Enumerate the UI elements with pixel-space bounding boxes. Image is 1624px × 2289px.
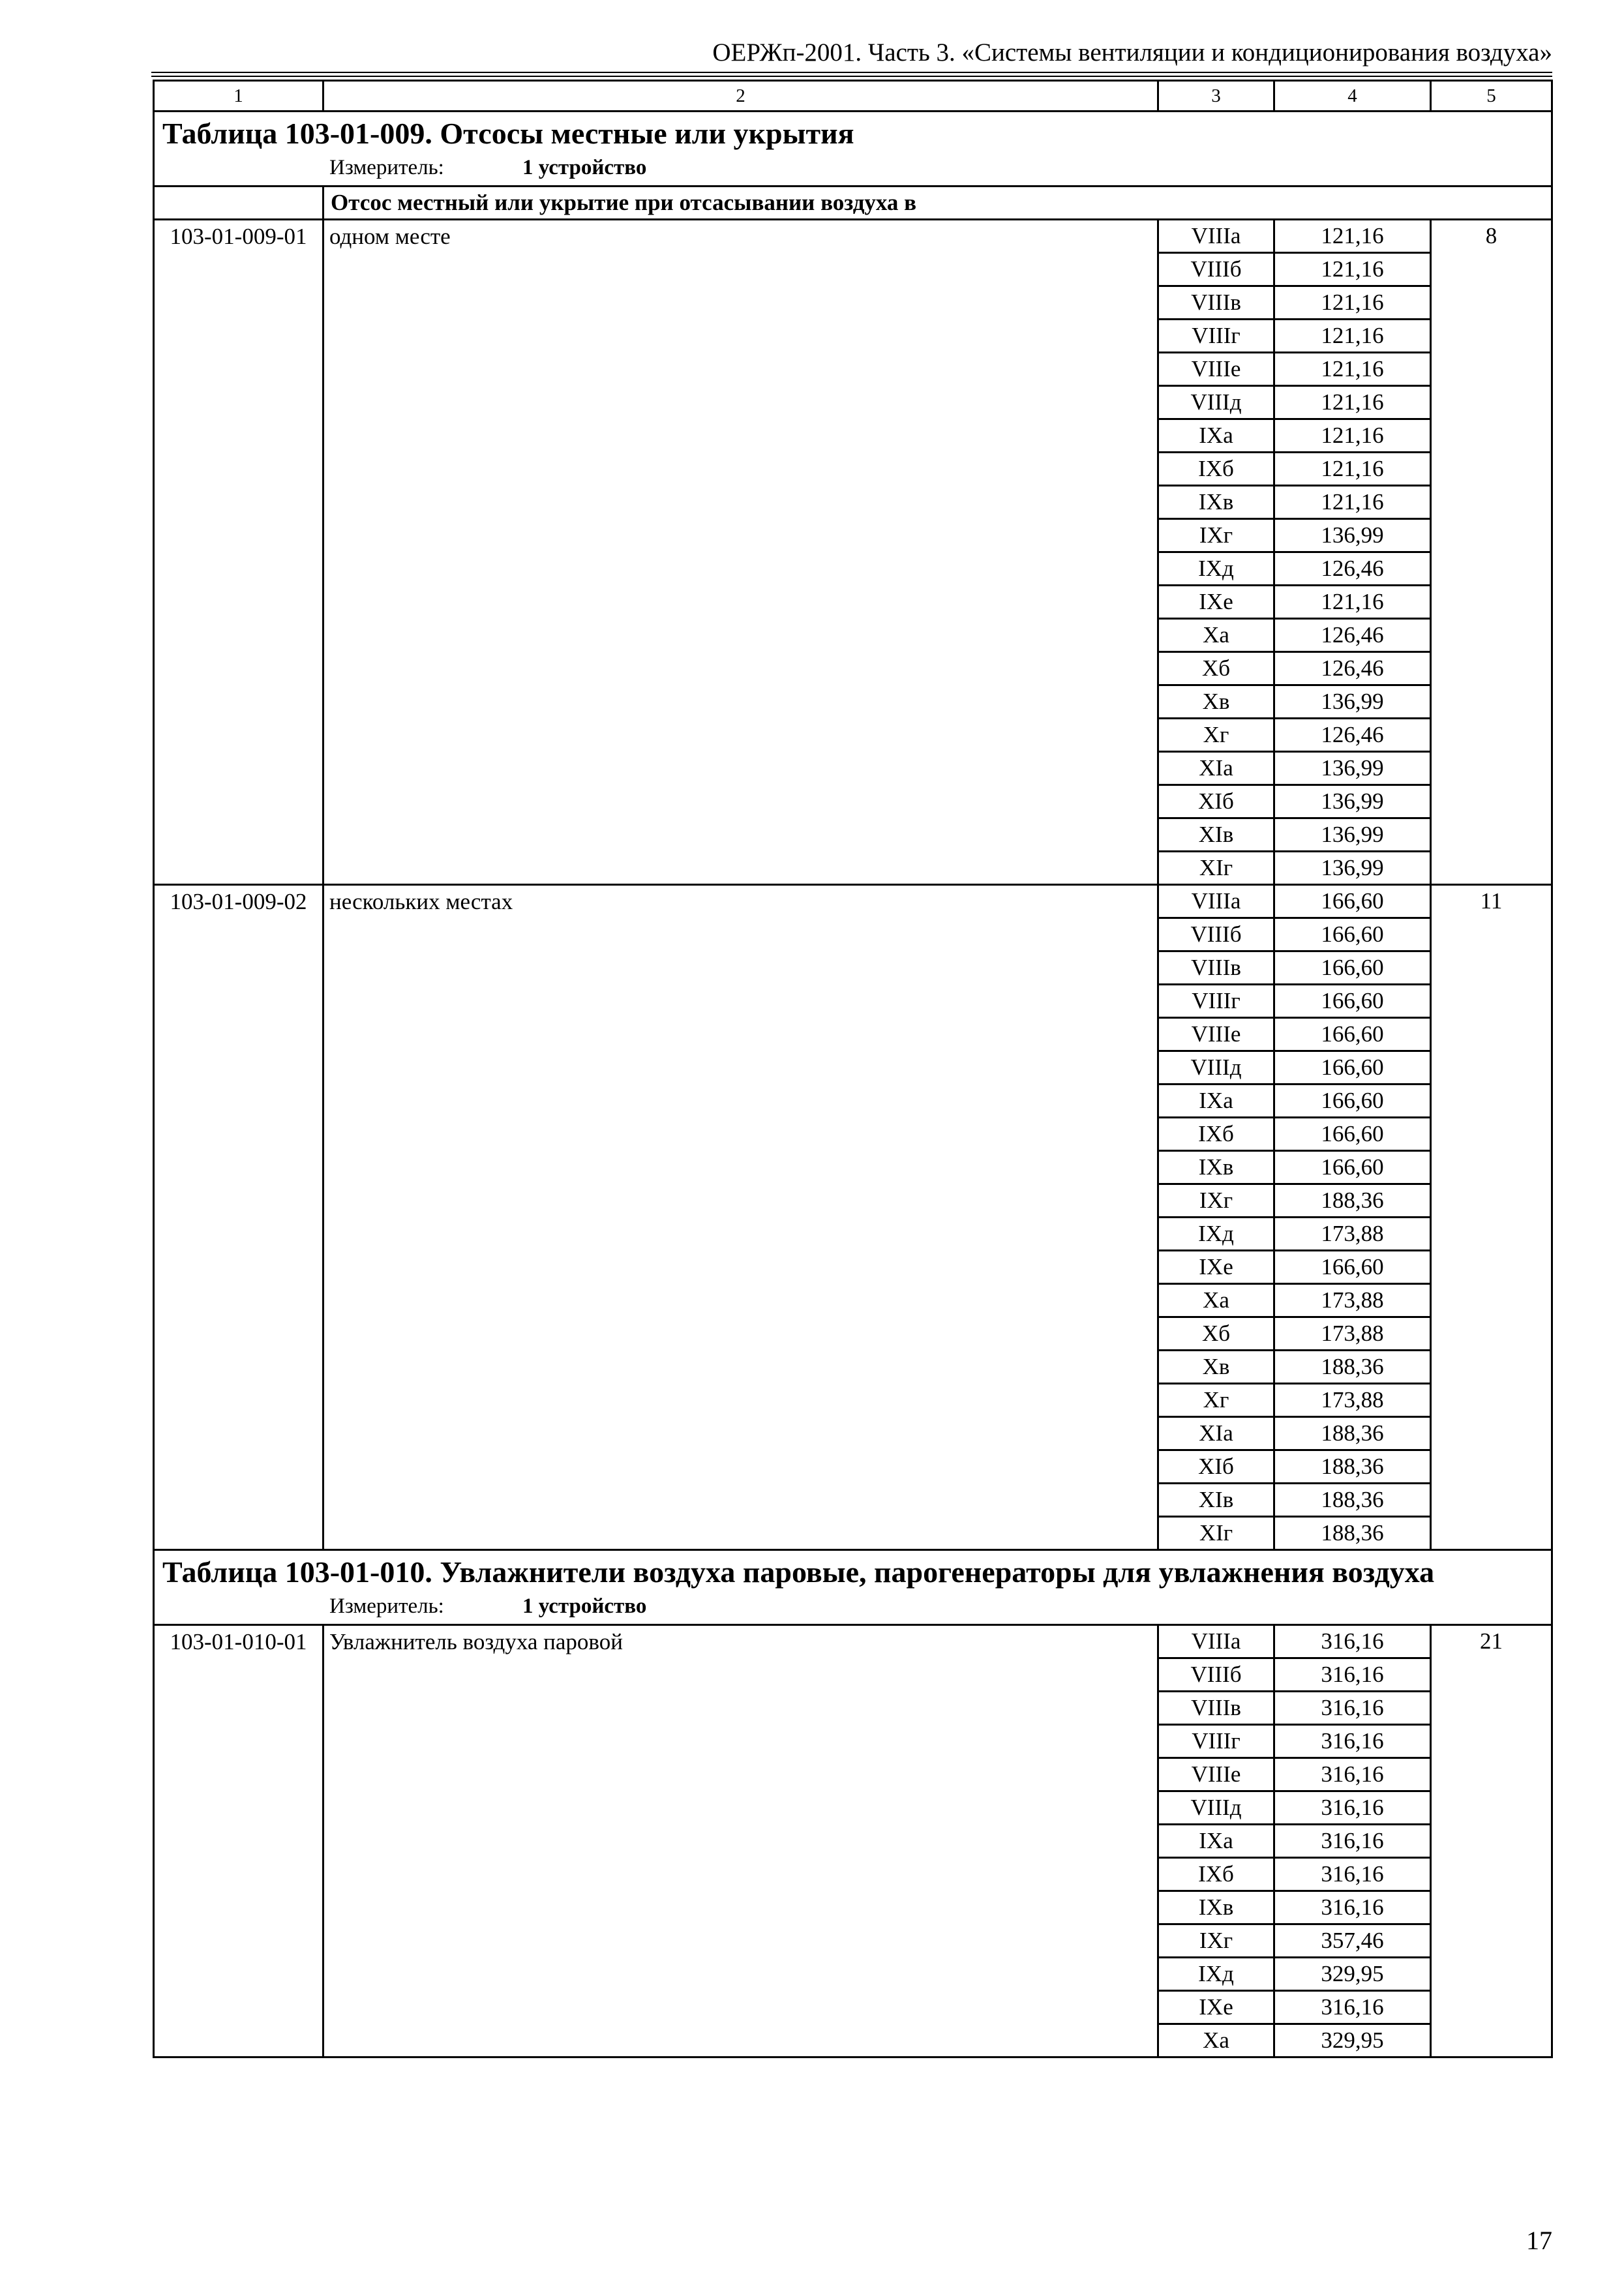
value-cell: 166,60 bbox=[1274, 885, 1431, 918]
value-cell: 126,46 bbox=[1274, 619, 1431, 652]
zone-cell: VIIIа bbox=[1158, 1625, 1274, 1658]
measure-label: Измеритель: bbox=[329, 156, 444, 179]
header-rule bbox=[151, 72, 1552, 73]
measure-unit: 1 устройство bbox=[522, 156, 647, 179]
zone-cell: IXе bbox=[1158, 1991, 1274, 2024]
value-cell: 136,99 bbox=[1274, 818, 1431, 852]
zone-cell: XIа bbox=[1158, 1417, 1274, 1450]
zone-cell: IXа bbox=[1158, 1085, 1274, 1118]
table-title-cell bbox=[154, 1550, 1552, 1625]
value-cell: 173,88 bbox=[1274, 1317, 1431, 1351]
value-cell: 316,16 bbox=[1274, 1791, 1431, 1825]
zone-cell: XIа bbox=[1158, 752, 1274, 785]
zone-cell: IXв bbox=[1158, 486, 1274, 519]
zone-cell: Xг bbox=[1158, 719, 1274, 752]
value-cell: 173,88 bbox=[1274, 1384, 1431, 1417]
column-number: 4 bbox=[1274, 81, 1431, 112]
value-cell: 121,16 bbox=[1274, 353, 1431, 386]
measure-indent bbox=[162, 153, 329, 183]
value-cell: 188,36 bbox=[1274, 1517, 1431, 1550]
value-cell: 329,95 bbox=[1274, 2024, 1431, 2057]
zone-cell: VIIIа bbox=[1158, 220, 1274, 253]
zone-cell: VIIIе bbox=[1158, 1758, 1274, 1791]
value-cell: 136,99 bbox=[1274, 519, 1431, 552]
zone-cell: IXа bbox=[1158, 419, 1274, 453]
zone-cell: IXд bbox=[1158, 1958, 1274, 1991]
zone-cell: IXб bbox=[1158, 1858, 1274, 1891]
zone-cell: IXд bbox=[1158, 1218, 1274, 1251]
zone-cell: XIв bbox=[1158, 818, 1274, 852]
zone-cell: VIIIд bbox=[1158, 1051, 1274, 1085]
column-number: 1 bbox=[154, 81, 323, 112]
zone-cell: IXа bbox=[1158, 1825, 1274, 1858]
zone-cell: IXе bbox=[1158, 1251, 1274, 1284]
value-cell: 316,16 bbox=[1274, 1625, 1431, 1658]
zone-cell: XIг bbox=[1158, 1517, 1274, 1550]
zone-cell: VIIIб bbox=[1158, 918, 1274, 951]
measure-line bbox=[162, 1591, 1544, 1624]
value-cell: 121,16 bbox=[1274, 486, 1431, 519]
zone-cell: VIIIд bbox=[1158, 386, 1274, 419]
zone-cell: IXг bbox=[1158, 519, 1274, 552]
value-cell: 316,16 bbox=[1274, 1725, 1431, 1758]
zone-cell: Xб bbox=[1158, 652, 1274, 685]
table-row bbox=[154, 220, 1552, 253]
value-cell: 166,60 bbox=[1274, 1251, 1431, 1284]
zone-cell: XIб bbox=[1158, 785, 1274, 818]
zone-cell: VIIIа bbox=[1158, 885, 1274, 918]
zone-cell: Xв bbox=[1158, 1351, 1274, 1384]
measure-label: Измеритель: bbox=[329, 1594, 444, 1618]
value-cell: 166,60 bbox=[1274, 1018, 1431, 1051]
value-cell: 166,60 bbox=[1274, 918, 1431, 951]
value-cell: 121,16 bbox=[1274, 586, 1431, 619]
zone-cell: VIIIд bbox=[1158, 1791, 1274, 1825]
zone-cell: Xб bbox=[1158, 1317, 1274, 1351]
value-cell: 136,99 bbox=[1274, 852, 1431, 885]
zone-cell: VIIIв bbox=[1158, 951, 1274, 985]
zone-cell: IXг bbox=[1158, 1924, 1274, 1958]
zone-cell: XIг bbox=[1158, 852, 1274, 885]
subheading-row bbox=[154, 187, 1552, 220]
zone-cell: Xа bbox=[1158, 1284, 1274, 1317]
value-cell: 316,16 bbox=[1274, 1658, 1431, 1692]
zone-cell: IXв bbox=[1158, 1151, 1274, 1184]
rates-table bbox=[153, 80, 1553, 2058]
table-title-row bbox=[154, 1550, 1552, 1625]
zone-cell: IXб bbox=[1158, 1118, 1274, 1151]
value-cell: 188,36 bbox=[1274, 1184, 1431, 1218]
entry-name: Увлажнитель воздуха паровой bbox=[323, 1625, 1158, 2057]
value-cell: 126,46 bbox=[1274, 719, 1431, 752]
column-number: 2 bbox=[323, 81, 1158, 112]
zone-cell: VIIIе bbox=[1158, 1018, 1274, 1051]
value-cell: 166,60 bbox=[1274, 1051, 1431, 1085]
zone-cell: VIIIв bbox=[1158, 1692, 1274, 1725]
zone-cell: VIIIб bbox=[1158, 1658, 1274, 1692]
column-number: 5 bbox=[1431, 81, 1552, 112]
value-cell: 188,36 bbox=[1274, 1417, 1431, 1450]
zone-cell: VIIIб bbox=[1158, 253, 1274, 286]
measure-unit: 1 устройство bbox=[522, 1594, 647, 1618]
value-cell: 121,16 bbox=[1274, 286, 1431, 320]
value-cell: 166,60 bbox=[1274, 1151, 1431, 1184]
value-cell: 166,60 bbox=[1274, 1085, 1431, 1118]
value-cell: 316,16 bbox=[1274, 1825, 1431, 1858]
value-cell: 173,88 bbox=[1274, 1218, 1431, 1251]
column-number-row bbox=[154, 81, 1552, 112]
zone-cell: VIIIв bbox=[1158, 286, 1274, 320]
zone-cell: Xа bbox=[1158, 2024, 1274, 2057]
zone-cell: Xг bbox=[1158, 1384, 1274, 1417]
value-cell: 188,36 bbox=[1274, 1351, 1431, 1384]
value-cell: 121,16 bbox=[1274, 419, 1431, 453]
column-number: 3 bbox=[1158, 81, 1274, 112]
subheading: Отсос местный или укрытие при отсасывании воздуха в bbox=[323, 187, 1552, 220]
measure-line bbox=[162, 153, 1544, 185]
value-cell: 316,16 bbox=[1274, 1858, 1431, 1891]
value-cell: 121,16 bbox=[1274, 320, 1431, 353]
table-title: Таблица 103-01-010. Увлажнители воздуха паровые, парогенераторы для увлажнения воздуха bbox=[162, 1555, 1435, 1589]
value-cell: 126,46 bbox=[1274, 652, 1431, 685]
subheading-code-cell bbox=[154, 187, 323, 220]
zone-cell: XIв bbox=[1158, 1484, 1274, 1517]
zone-cell: XIб bbox=[1158, 1450, 1274, 1484]
value-cell: 316,16 bbox=[1274, 1692, 1431, 1725]
value-cell: 166,60 bbox=[1274, 985, 1431, 1018]
header-rule bbox=[151, 76, 1552, 77]
value-cell: 121,16 bbox=[1274, 253, 1431, 286]
value-cell: 166,60 bbox=[1274, 1118, 1431, 1151]
zone-cell: VIIIг bbox=[1158, 1725, 1274, 1758]
entry-code: 103-01-009-02 bbox=[154, 885, 323, 1550]
entry-col5: 21 bbox=[1431, 1625, 1552, 2057]
value-cell: 188,36 bbox=[1274, 1450, 1431, 1484]
table-title: Таблица 103-01-009. Отсосы местные или укрытия bbox=[162, 117, 854, 150]
value-cell: 188,36 bbox=[1274, 1484, 1431, 1517]
zone-cell: Xа bbox=[1158, 619, 1274, 652]
entry-code: 103-01-010-01 bbox=[154, 1625, 323, 2057]
entry-col5: 11 bbox=[1431, 885, 1552, 1550]
value-cell: 126,46 bbox=[1274, 552, 1431, 586]
value-cell: 173,88 bbox=[1274, 1284, 1431, 1317]
value-cell: 316,16 bbox=[1274, 1991, 1431, 2024]
running-header: ОЕРЖп-2001. Часть 3. «Системы вентиляции и кондиционирования воздуха» bbox=[712, 38, 1552, 67]
value-cell: 136,99 bbox=[1274, 752, 1431, 785]
table-row bbox=[154, 1625, 1552, 1658]
measure-indent bbox=[162, 1591, 329, 1621]
value-cell: 316,16 bbox=[1274, 1758, 1431, 1791]
table-title-row bbox=[154, 112, 1552, 187]
value-cell: 121,16 bbox=[1274, 386, 1431, 419]
zone-cell: VIIIг bbox=[1158, 985, 1274, 1018]
entry-col5: 8 bbox=[1431, 220, 1552, 885]
zone-cell: IXд bbox=[1158, 552, 1274, 586]
value-cell: 121,16 bbox=[1274, 220, 1431, 253]
zone-cell: IXб bbox=[1158, 453, 1274, 486]
value-cell: 121,16 bbox=[1274, 453, 1431, 486]
value-cell: 136,99 bbox=[1274, 685, 1431, 719]
value-cell: 357,46 bbox=[1274, 1924, 1431, 1958]
value-cell: 166,60 bbox=[1274, 951, 1431, 985]
entry-name: нескольких местах bbox=[323, 885, 1158, 1550]
zone-cell: IXв bbox=[1158, 1891, 1274, 1924]
page-number: 17 bbox=[1526, 2226, 1552, 2255]
zone-cell: VIIIг bbox=[1158, 320, 1274, 353]
zone-cell: VIIIе bbox=[1158, 353, 1274, 386]
zone-cell: IXг bbox=[1158, 1184, 1274, 1218]
value-cell: 316,16 bbox=[1274, 1891, 1431, 1924]
value-cell: 329,95 bbox=[1274, 1958, 1431, 1991]
zone-cell: IXе bbox=[1158, 586, 1274, 619]
table-title-cell bbox=[154, 112, 1552, 187]
entry-name: одном месте bbox=[323, 220, 1158, 885]
entry-code: 103-01-009-01 bbox=[154, 220, 323, 885]
zone-cell: Xв bbox=[1158, 685, 1274, 719]
value-cell: 136,99 bbox=[1274, 785, 1431, 818]
table-row bbox=[154, 885, 1552, 918]
